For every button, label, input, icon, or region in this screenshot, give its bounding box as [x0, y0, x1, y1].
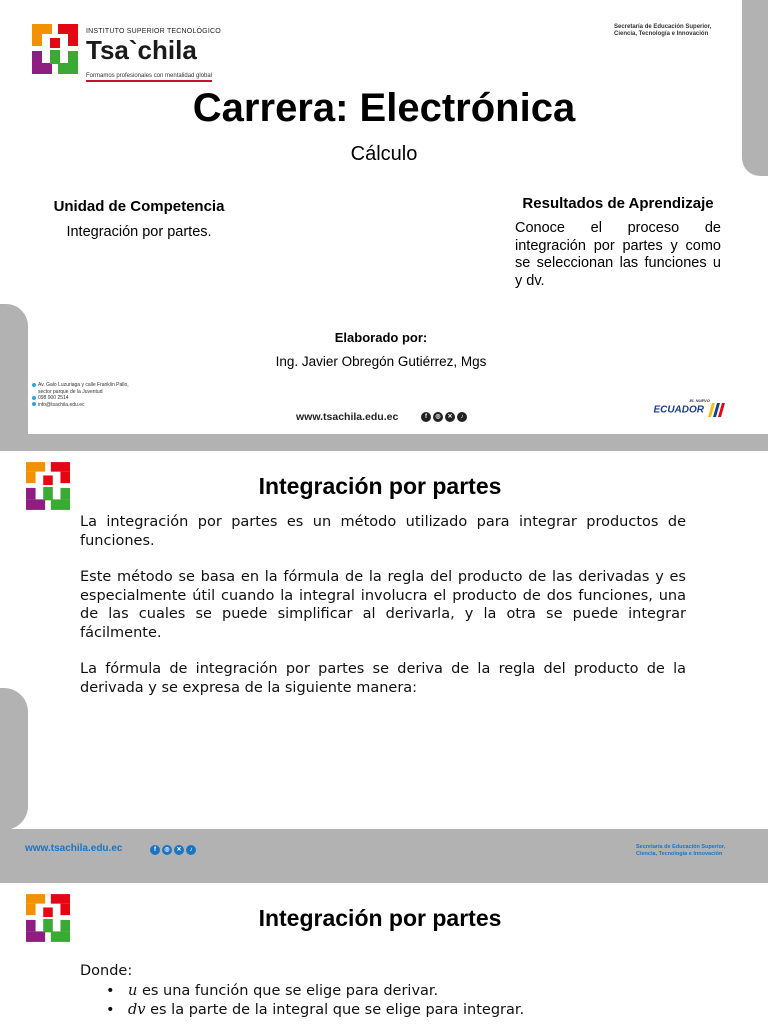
variable-u: u	[128, 983, 138, 999]
ecuador-logo-small-text: EL NUEVO	[689, 398, 710, 403]
address-line-1: Av. Galo Luzuriaga y calle Franklin Pallo,	[38, 382, 129, 388]
list-item	[106, 982, 524, 1001]
contact-info	[32, 382, 142, 408]
decorative-corner-tab	[0, 688, 28, 830]
title-slide	[0, 0, 768, 434]
phone-number: 098 900 2514	[38, 395, 69, 401]
website-link[interactable]: www.tsachila.edu.ec	[296, 411, 399, 423]
institute-logo-icon	[32, 24, 78, 74]
secretaria-logo-text: Secretaría de Educación Superior, Ciencia, Tecnología e Innovación	[636, 844, 726, 857]
author-heading: Elaborado por:	[334, 330, 428, 345]
content-slide-2	[0, 883, 768, 1024]
slide-body	[80, 513, 686, 715]
tiktok-icon[interactable]: ♪	[457, 412, 467, 422]
donde-label: Donde:	[80, 963, 133, 979]
brand-block	[86, 28, 221, 82]
learning-outcomes-text: Conoce el proceso de integración por partes y como se seleccionan las funciones u y dv.	[515, 220, 721, 289]
learning-outcomes-heading: Resultados de Aprendizaje	[522, 195, 714, 212]
social-icons	[421, 412, 467, 422]
definition-list	[106, 982, 524, 1020]
page-title: Carrera: Electrónica	[192, 86, 576, 130]
subject-subtitle: Cálculo	[350, 143, 418, 165]
variable-dv: dv	[128, 1002, 146, 1018]
decorative-corner-tab	[0, 304, 28, 434]
email-address: info@tsachila.edu.ec	[38, 401, 85, 408]
ecuador-logo	[653, 398, 726, 417]
institute-label: INSTITUTO SUPERIOR TECNOLÓGICO	[86, 28, 221, 35]
definition-text: es la parte de la integral que se elige para integrar.	[145, 1002, 525, 1018]
brand-name: Tsa`chila	[86, 35, 197, 65]
x-icon[interactable]: ✕	[174, 845, 184, 855]
website-link[interactable]: www.tsachila.edu.ec	[25, 843, 123, 854]
slide-heading: Integración por partes	[258, 905, 502, 931]
facebook-icon[interactable]: f	[421, 412, 431, 422]
slide-heading: Integración por partes	[258, 473, 502, 499]
address-line-2: sector parque de la Juventud	[38, 388, 103, 395]
brand-tagline: Formamos profesionales con mentalidad global	[86, 73, 212, 82]
paragraph: La integración por partes es un método utilizado para integrar productos de funciones.	[80, 514, 686, 549]
x-icon[interactable]: ✕	[445, 412, 455, 422]
list-item	[106, 1001, 524, 1020]
instagram-icon[interactable]: ◎	[162, 845, 172, 855]
definition-text: es una función que se elige para derivar.	[137, 983, 439, 999]
phone-icon	[32, 396, 36, 400]
author-name: Ing. Javier Obregón Gutiérrez, Mgs	[275, 354, 487, 369]
paragraph: Este método se basa en la fórmula de la regla del producto de las derivadas y es especialmente útil cuando la integral involucra el producto de dos funciones, una de las cuales se puede simplificar al derivarla, y la otra se puede integrar fácilmente.	[80, 569, 686, 641]
social-icons	[150, 845, 196, 855]
competency-heading: Unidad de Competencia	[53, 198, 225, 215]
paragraph: La fórmula de integración por partes se deriva de la regla del producto de la derivada y se expresa de la siguiente manera:	[80, 661, 686, 696]
ecuador-logo-text: ECUADOR	[653, 404, 704, 416]
facebook-icon[interactable]: f	[150, 845, 160, 855]
flag-stripes-icon	[706, 403, 726, 417]
instagram-icon[interactable]: ◎	[433, 412, 443, 422]
content-slide-1	[0, 451, 768, 881]
location-icon	[32, 383, 36, 387]
competency-text: Integración por partes.	[66, 224, 212, 240]
secretaria-logo-text: Secretaría de Educación Superior, Ciencia, Tecnología e Innovación	[614, 24, 712, 37]
tiktok-icon[interactable]: ♪	[186, 845, 196, 855]
email-icon	[32, 402, 36, 406]
